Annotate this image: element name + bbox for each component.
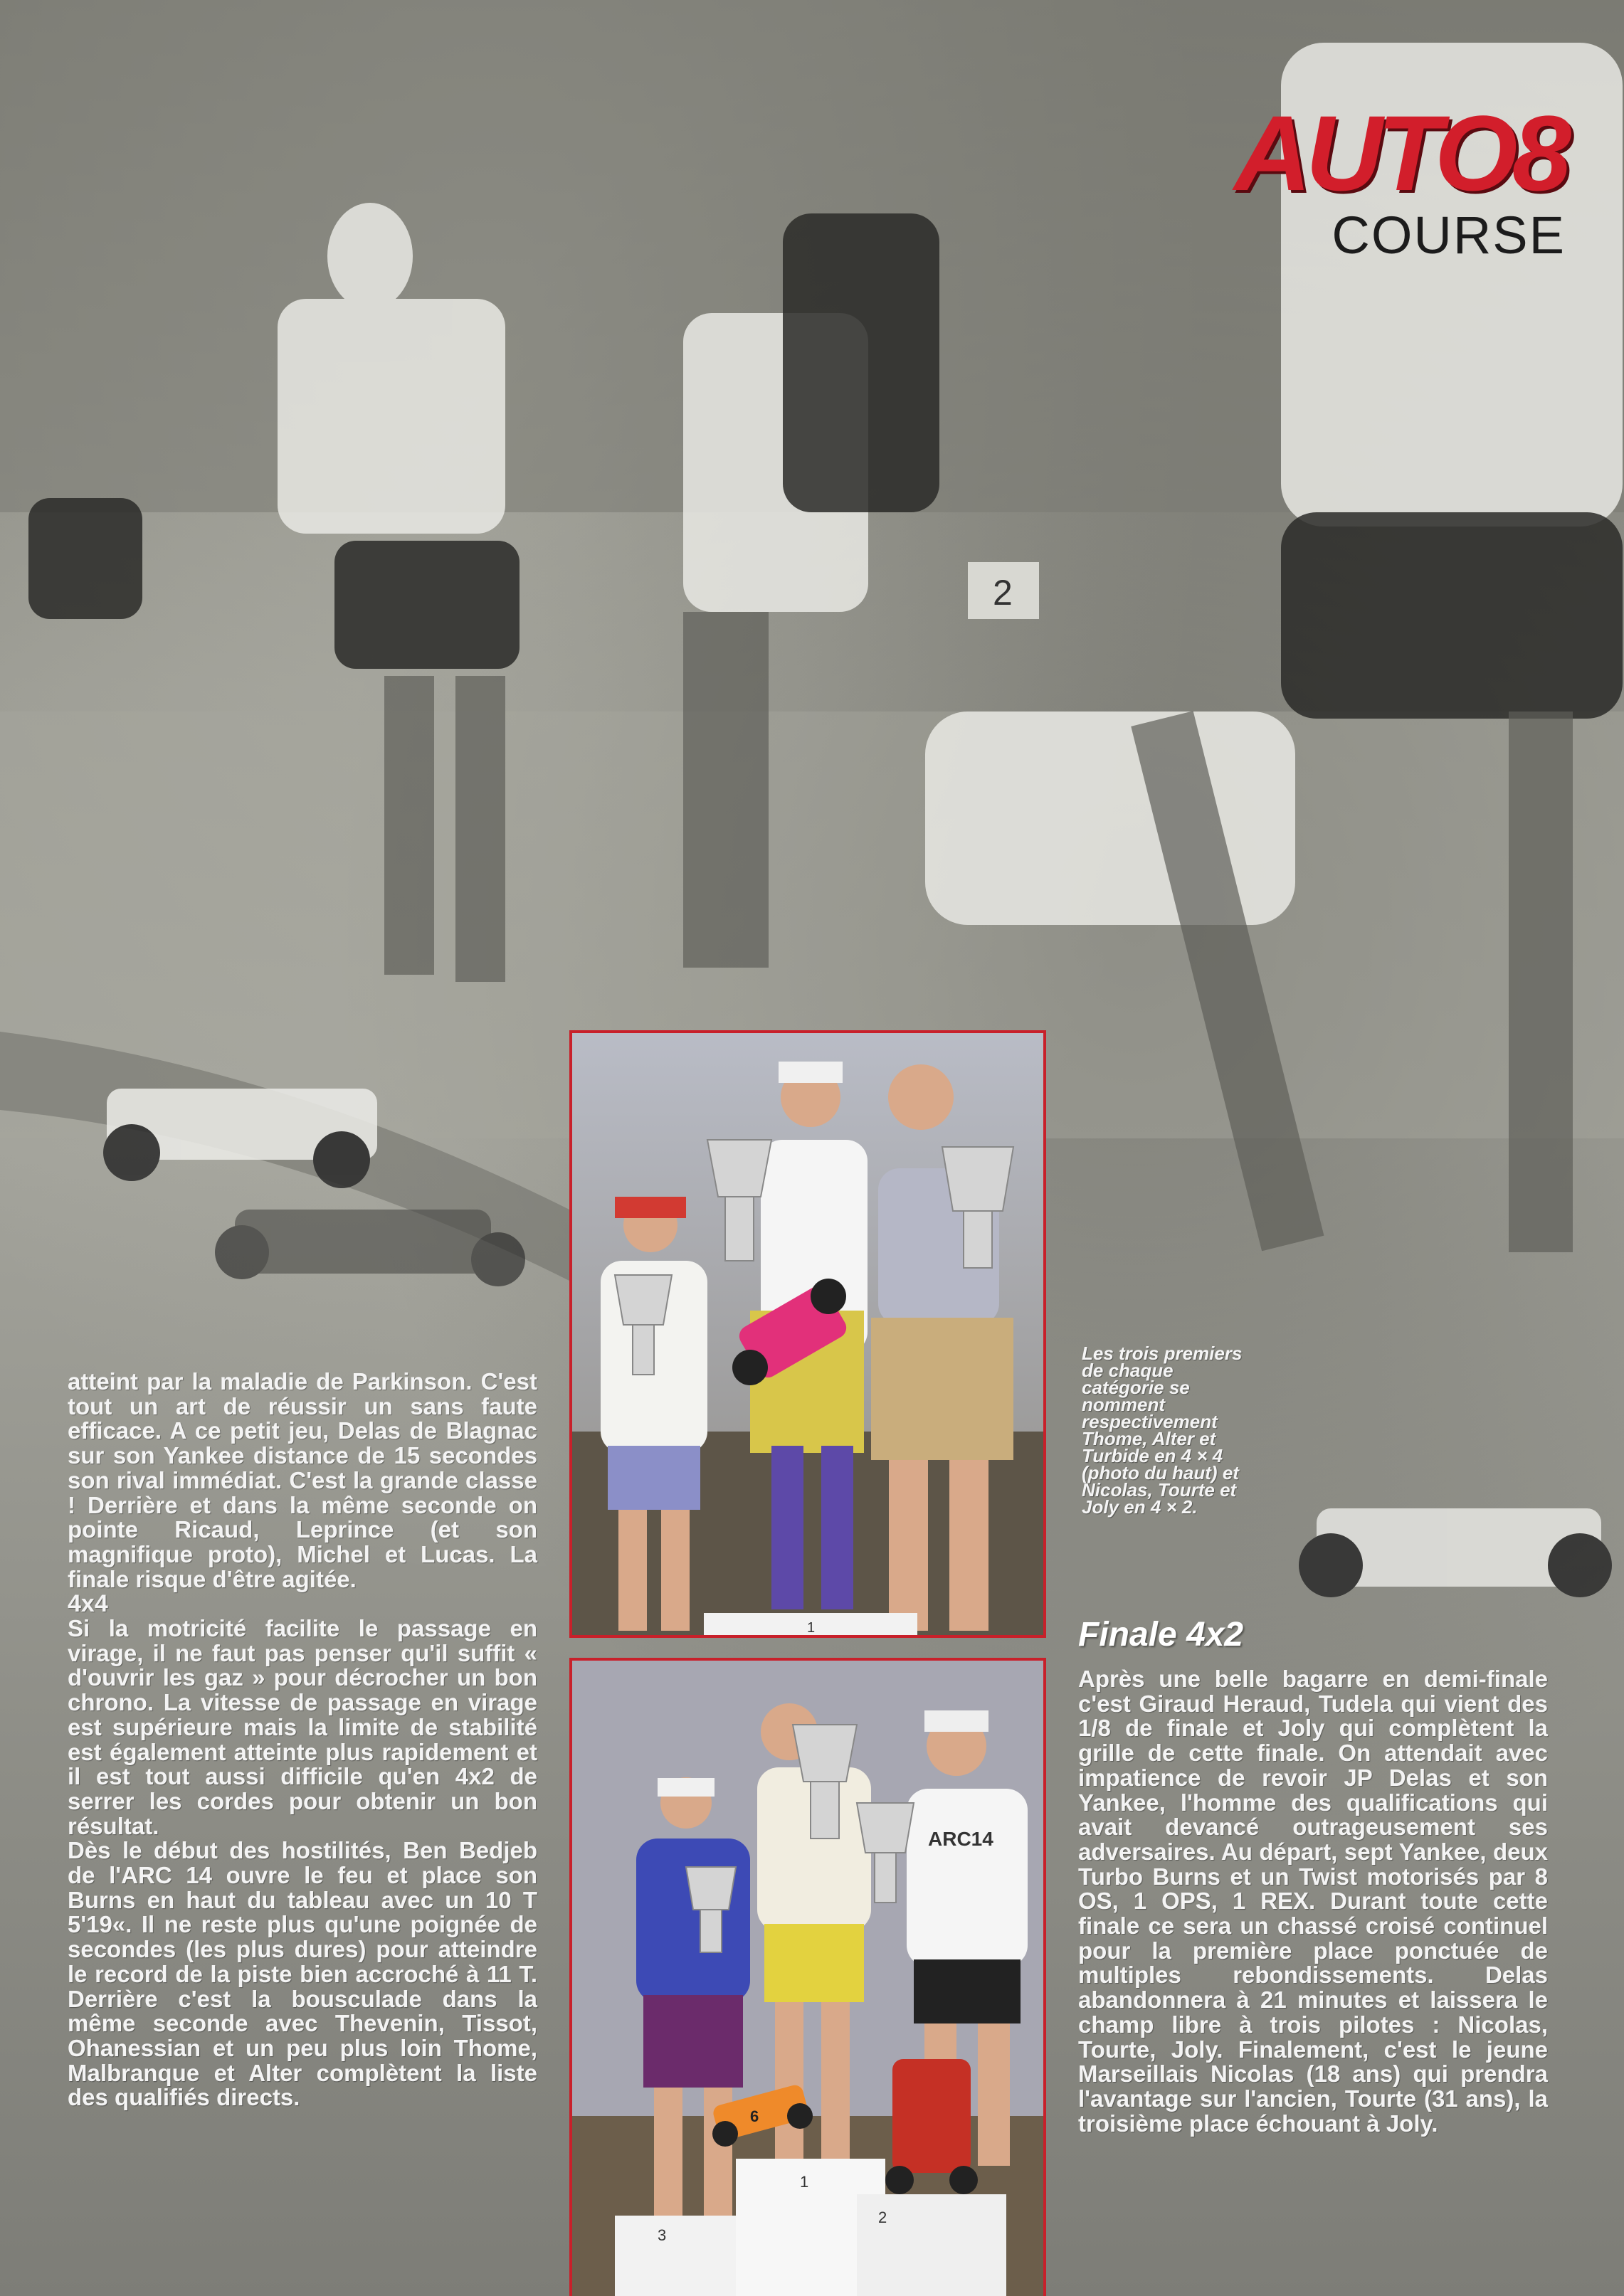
red-cap bbox=[615, 1197, 686, 1218]
podium-number: 1 bbox=[807, 1620, 816, 1635]
rc-car bbox=[215, 1210, 525, 1286]
logo-auto: AUTO8 bbox=[1234, 93, 1566, 213]
person-dark-shorts bbox=[28, 498, 142, 619]
logo-course: COURSE bbox=[1332, 206, 1566, 265]
rc-car bbox=[103, 1089, 377, 1188]
podium-number-3: 3 bbox=[658, 2226, 667, 2244]
person-dark-shorts bbox=[334, 541, 520, 669]
heading-finale-4x2: Finale 4x2 bbox=[1078, 1616, 1244, 1654]
person-head bbox=[327, 203, 413, 310]
podium-photo-4x4 bbox=[569, 1030, 1046, 1638]
person-striped-shirt bbox=[783, 213, 939, 512]
person-leg bbox=[1509, 711, 1573, 1252]
magazine-logo bbox=[1224, 93, 1566, 270]
photo-caption: Les trois premiers de chaque catégorie se nomment respectivement Thome, Alter et Turbide en 4 × 4 (photo du haut) et Nicolas, Tourte et Joly en 4 × 2. bbox=[1082, 1343, 1243, 1518]
shirt-text: ARC14 bbox=[928, 1828, 993, 1850]
car-number: 6 bbox=[750, 2107, 759, 2125]
podium-number-1: 1 bbox=[800, 2173, 809, 2191]
person-dark-shorts bbox=[1281, 512, 1623, 719]
person-leg bbox=[455, 676, 505, 982]
person-jeans bbox=[683, 612, 769, 968]
lap-sign-label: 2 bbox=[993, 573, 1013, 613]
subheading-4x4: 4x4 bbox=[68, 1590, 108, 1618]
paragraph: atteint par la maladie de Parkinson. C'est tout un art de réussir un sans faute efficace. A ce petit jeu, Delas de Blagnac sur son Yankee distance de 15 secondes son rival immédiat. C'est la grande classe ! Derrière et dans la même seconde on pointe Ricaud, Leprince (et son magnifique proto), Michel et Lucas. La finale risque d'être agitée. bbox=[68, 1368, 537, 1592]
person-leg bbox=[384, 676, 434, 975]
left-column bbox=[68, 1370, 537, 2110]
paragraph: Si la motricité facilite le passage en virage, il ne faut pas penser qu'il suffit « d'ouvrir les gaz » pour décrocher un bon chrono. La vitesse de passage en virage est supérieure mais la limite de stabilité est également atteinte plus rapidement et il est tout aussi difficile qu'en 4x2 de serrer les cordes pour obtenir un bon résultat. bbox=[68, 1615, 537, 1839]
paragraph: Dès le début des hostilités, Ben Bedjeb de l'ARC 14 ouvre le feu et place son Burns en haut du tableau avec un 10 T 5'19«. Il ne reste plus qu'une poignée de secondes (les plus dures) pour atteindre le record de la piste bien accroché à 11 T. Derrière c'est la bousculade dans la même seconde avec Thevenin, Tissot, Ohanessian et un peu plus loin Thome, Malbranque et Alter complètent la liste des qualifiés directs. bbox=[68, 1837, 537, 2111]
paragraph: Après une belle bagarre en demi-finale c'est Giraud Heraud, Tudela qui vient des 1/8 de finale et Joly qui complètent la grille de cette finale. On attendait avec impatience de revoir JP Delas et son Yankee, l'homme des qualifications qui avait devancé outrageusement ses adversaires. Au départ, sept Yankee, deux Turbo Burns et un Twist motorisés par 8 OS, 1 OPS, 1 REX. Durant toute cette finale ce sera un chassé croisé continuel pour la première place ponctuée de multiples rebondissements. Delas abandonnera à 21 minutes et laissera le champ libre à trois pilotes : Nicolas, Tourte, Joly. Finalement, c'est le jeune Marseillais Nicolas (18 ans) qui prendra l'avantage sur l'ancien, Tourte (31 ans), la troisième place échouant à Joly. bbox=[1078, 1666, 1548, 2137]
podium-number-2: 2 bbox=[878, 2208, 887, 2226]
person-crouching bbox=[925, 711, 1295, 925]
right-column bbox=[1078, 1667, 1548, 2136]
person-white-shirt bbox=[278, 299, 505, 534]
podium-photo-4x2 bbox=[569, 1658, 1046, 2296]
rc-car bbox=[1299, 1508, 1612, 1597]
winner-right-head bbox=[888, 1064, 954, 1130]
